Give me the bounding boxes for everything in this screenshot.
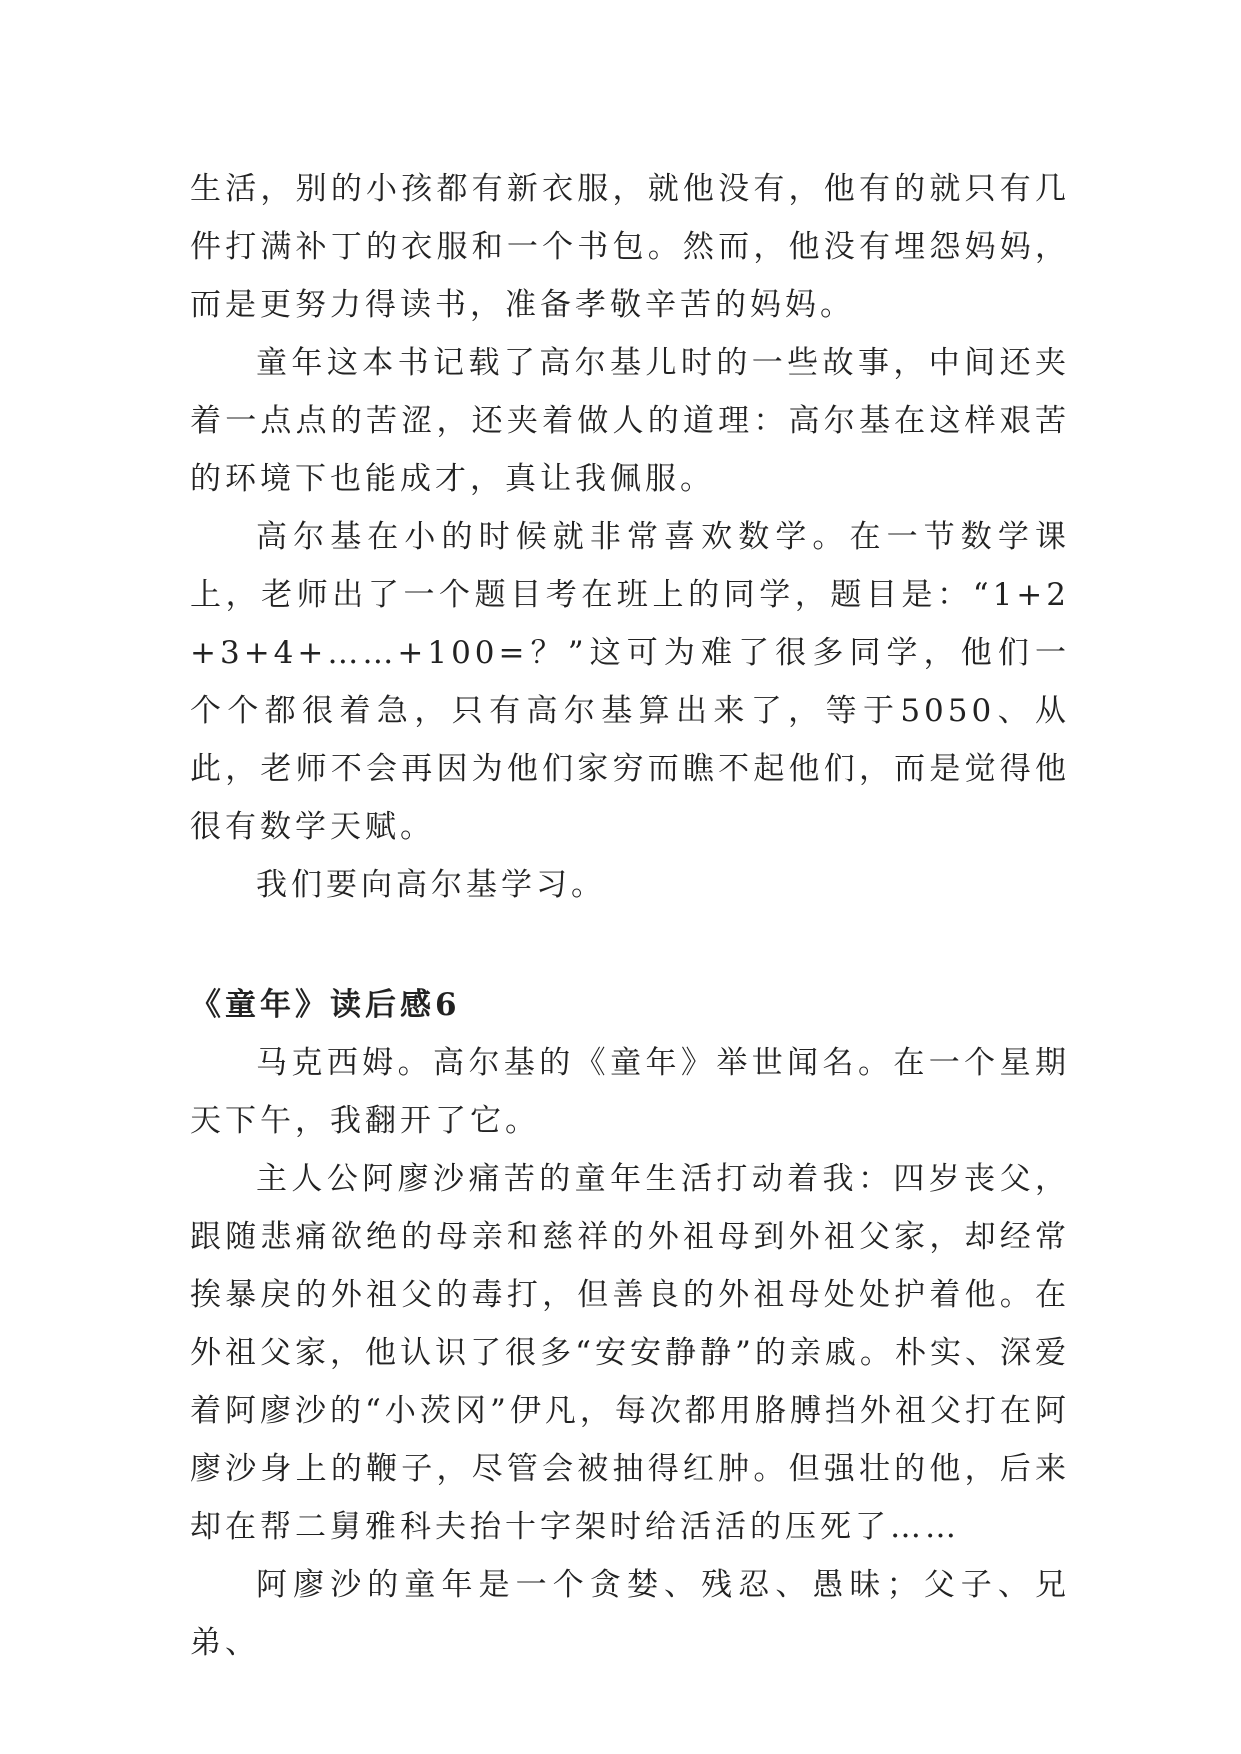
document-page	[190, 160, 1070, 1672]
paragraph-conclusion: 我们要向高尔基学习。	[256, 867, 606, 903]
paragraph-book-summary: 童年这本书记载了高尔基儿时的一些故事，中间还夹着一点点的苦涩，还夹着做人的道理：高尔基在这样艰苦的环境下也能成才，真让我佩服。	[190, 345, 1070, 497]
paragraph-protagonist: 主人公阿廖沙痛苦的童年生活打动着我：四岁丧父，跟随悲痛欲绝的母亲和慈祥的外祖母到外祖父家，却经常挨暴戾的外祖父的毒打，但善良的外祖母处处护着他。在外祖父家，他认识了很多“安安静静”的亲戚。朴实、深爱着阿廖沙的“小茨冈”伊凡，每次都用胳膊挡外祖父打在阿廖沙身上的鞭子，尽管会被抽得红肿。但强壮的他，后来却在帮二舅雅科夫抬十字架时给活活的压死了……	[190, 1161, 1070, 1545]
section-heading: 《童年》读后感6	[190, 987, 461, 1023]
paragraph-childhood: 阿廖沙的童年是一个贪婪、残忍、愚昧；父子、兄弟、	[190, 1567, 1070, 1661]
paragraph-continued: 生活，别的小孩都有新衣服，就他没有，他有的就只有几件打满补丁的衣服和一个书包。然而，他没有埋怨妈妈，而是更努力得读书，准备孝敬辛苦的妈妈。	[190, 171, 1070, 323]
section-spacer	[190, 914, 1070, 976]
paragraph-math-story: 高尔基在小的时候就非常喜欢数学。在一节数学课上，老师出了一个题目考在班上的同学，题目是：“1+2+3+4+……+100=？”这可为难了很多同学，他们一个个都很着急，只有高尔基算出来了，等于5050、从此，老师不会再因为他们家穷而瞧不起他们，而是觉得他很有数学天赋。	[190, 519, 1070, 845]
paragraph-intro: 马克西姆。高尔基的《童年》举世闻名。在一个星期天下午，我翻开了它。	[190, 1045, 1070, 1139]
